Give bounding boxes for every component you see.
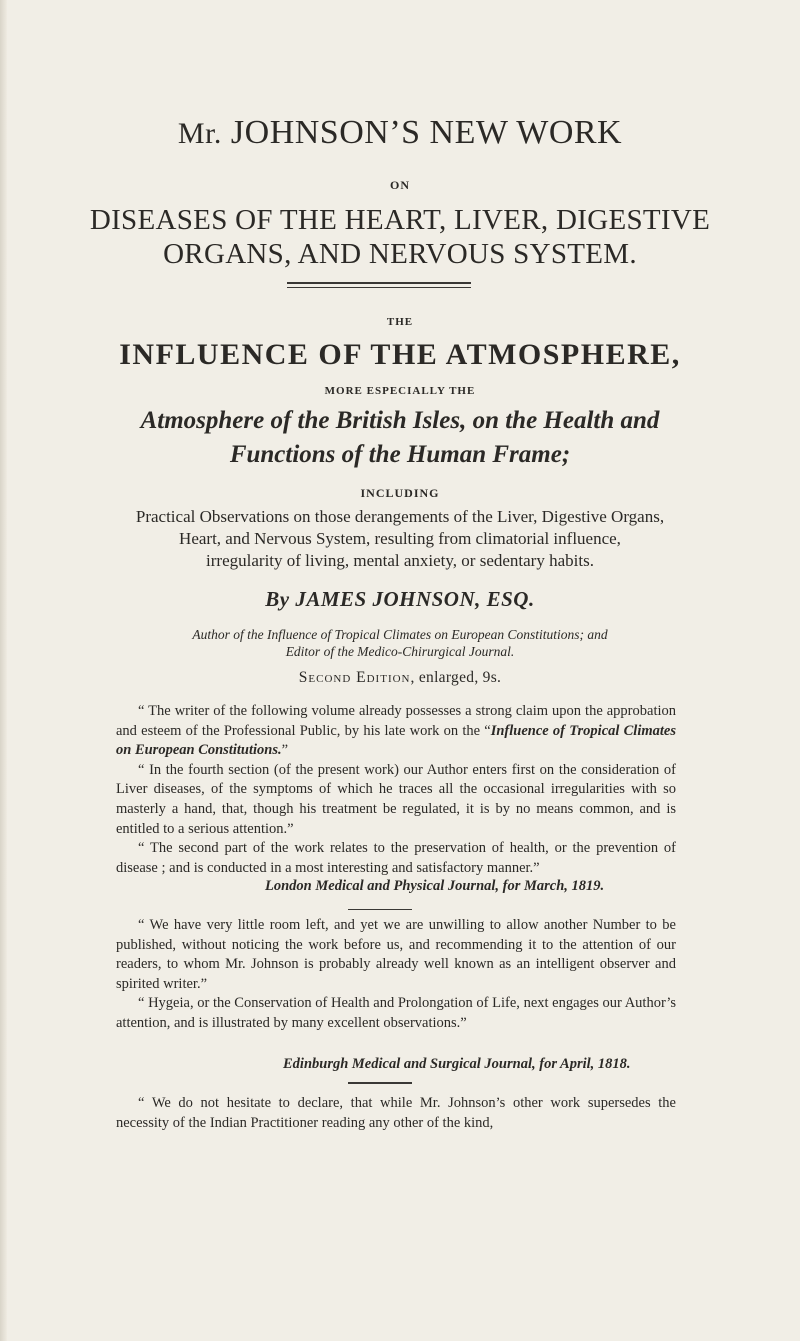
subject-line-1: DISEASES OF THE HEART, LIVER, DIGESTIVE (89, 204, 711, 236)
review-citation-edinburgh: Edinburgh Medical and Surgical Journal, for April, 1818. (283, 1056, 631, 1072)
review-paragraph (116, 702, 676, 761)
edition-line (0, 669, 800, 687)
section-divider (348, 1082, 412, 1084)
section-divider (348, 909, 412, 910)
description-line-2: Heart, and Nervous System, resulting from climatorial influence, (179, 529, 621, 548)
title-main: JOHNSON’S NEW WORK (230, 114, 623, 151)
review-paragraph: “ We do not hesitate to declare, that while Mr. Johnson’s other work supersedes the necessity of the Indian Practitioner reading any other of the kind, (116, 1095, 676, 1131)
review-paragraph: “ The second part of the work relates to the preservation of health, or the prevention of disease ; and is conducted in a most interesting and satisfactory manner.” (116, 840, 676, 876)
review-book-title: Influence of Tropical Climates on European Constitutions. (116, 722, 677, 759)
subtitle-line-1: Atmosphere of the British Isles, on the Health and (140, 407, 660, 434)
divider-rule-thin (287, 287, 471, 288)
edition-label: Second Edition (298, 669, 411, 686)
review-london (116, 702, 676, 878)
author-name: By JAMES JOHNSON, ESQ. (265, 587, 535, 611)
subtitle-line-2: Functions of the Human Frame; (229, 441, 571, 468)
including-label: INCLUDING (360, 486, 440, 500)
second-title-subtitle (0, 404, 800, 472)
review-text: “ The writer of the following volume already possesses a strong claim upon the approbation and esteem of the Professional Public, by his late work on the “ (116, 703, 676, 739)
review-paragraph: “ Hygeia, or the Conservation of Health and Prolongation of Life, next engages our Author’s attention, and is illustrated by many excellent observations.” (116, 995, 676, 1031)
review-edinburgh (116, 916, 676, 1034)
title-on: ON (390, 178, 410, 192)
second-title-more: MORE ESPECIALLY THE (324, 385, 476, 397)
page-title (0, 114, 800, 152)
second-title-the: THE (386, 316, 414, 328)
description-line-3: irregularity of living, mental anxiety, or sedentary habits. (206, 551, 594, 570)
review-paragraph: “ In the fourth section (of the present work) our Author enters first on the consideration of Liver diseases, of the symptoms of which he traces all the occasional irregularities with so masterly a hand, that, though his treatment be regulated, it is by no means common, and is entitled to a serious attention.” (116, 761, 676, 837)
edition-detail: , enlarged, 9s. (410, 669, 502, 686)
title-mr: Mr. (177, 117, 222, 150)
author-note (0, 626, 800, 660)
description-line-1: Practical Observations on those derangements of the Liver, Digestive Organs, (135, 507, 665, 526)
subject-line-2: ORGANS, AND NERVOUS SYSTEM. (163, 238, 637, 270)
review-indian (116, 1094, 676, 1133)
review-text-close: ” (281, 742, 289, 759)
subject-title (0, 203, 800, 271)
author-note-line-2: Editor of the Medico-Chirurgical Journal. (285, 644, 515, 659)
second-title-main: INFLUENCE OF THE ATMOSPHERE, (119, 338, 681, 371)
divider-rule (287, 282, 471, 284)
review-citation-london: London Medical and Physical Journal, for March, 1819. (265, 878, 605, 894)
book-description (0, 506, 800, 572)
author-note-line-1: Author of the Influence of Tropical Climates on European Constitutions; and (192, 627, 608, 642)
review-paragraph: “ We have very little room left, and yet we are unwilling to allow another Number to be published, without noticing the work before us, and recommending it to the attention of our readers, to whom Mr. Johnson is probably already well known as an intelligent observer and spirited writer.” (116, 917, 676, 992)
